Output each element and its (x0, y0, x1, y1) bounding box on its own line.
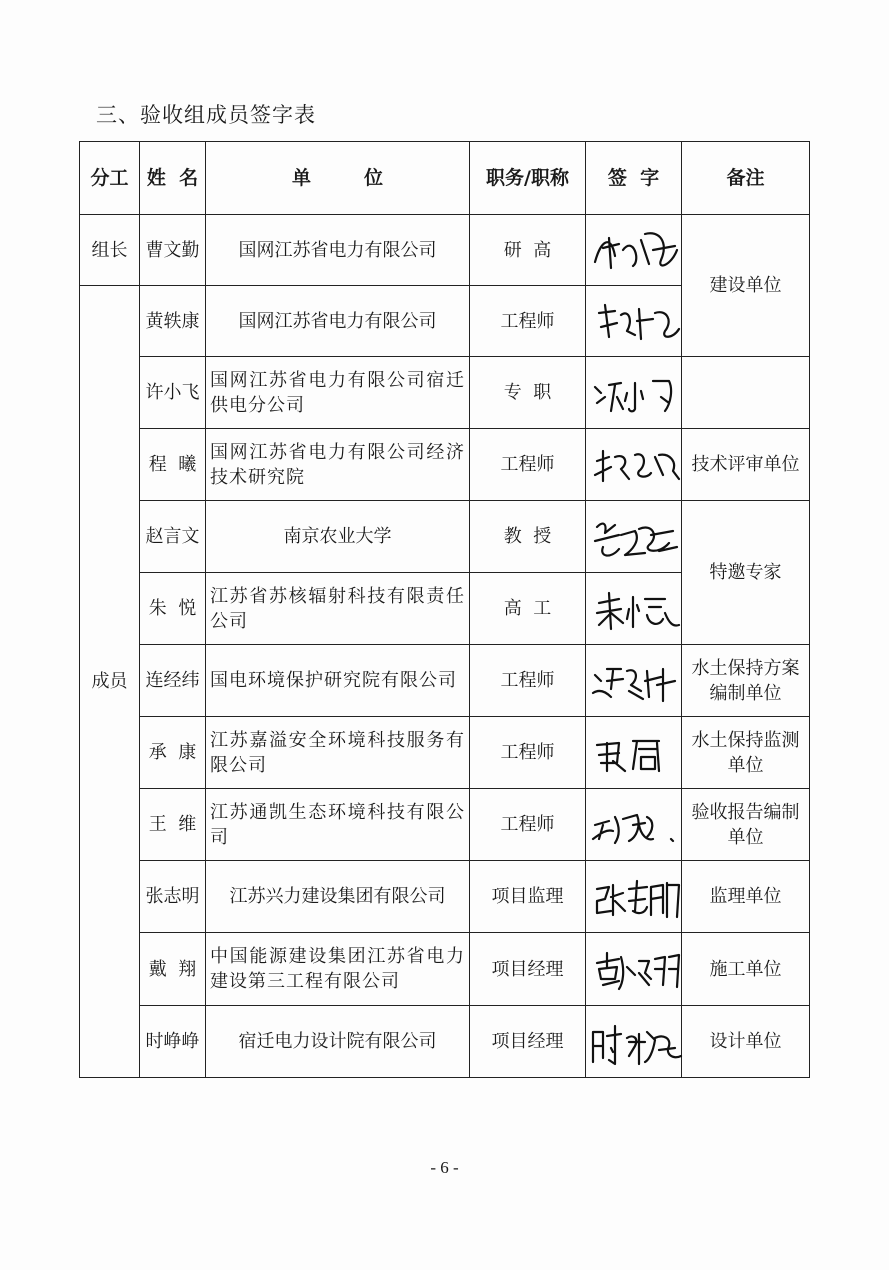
member-name: 王 维 (140, 789, 206, 861)
header-title: 职务/职称 (470, 142, 586, 215)
signature-cell (586, 215, 682, 286)
member-name: 黄轶康 (140, 286, 206, 357)
handwritten-signature (589, 939, 685, 999)
handwritten-signature (589, 723, 685, 783)
member-title: 研 高 (470, 215, 586, 286)
member-title: 工程师 (470, 286, 586, 357)
member-title: 工程师 (470, 645, 586, 717)
member-unit: 宿迁电力设计院有限公司 (206, 1006, 470, 1078)
member-unit: 国电环境保护研究院有限公司 (206, 645, 470, 717)
member-unit: 江苏通凯生态环境科技有限公司 (206, 789, 470, 861)
handwritten-signature (589, 435, 685, 495)
signature-cell (586, 789, 682, 861)
signature-cell (586, 1006, 682, 1078)
member-name: 赵言文 (140, 501, 206, 573)
signature-cell (586, 933, 682, 1006)
member-unit: 中国能源建设集团江苏省电力建设第三工程有限公司 (206, 933, 470, 1006)
table-row (80, 717, 810, 789)
member-unit: 国网江苏省电力有限公司宿迁供电分公司 (206, 357, 470, 429)
header-remark: 备注 (682, 142, 810, 215)
member-title: 高 工 (470, 573, 586, 645)
member-unit: 南京农业大学 (206, 501, 470, 573)
handwritten-signature (589, 220, 685, 280)
member-title: 工程师 (470, 789, 586, 861)
member-name: 程 曦 (140, 429, 206, 501)
page-number: - 6 - (430, 1158, 459, 1177)
remark-tech-review: 技术评审单位 (682, 429, 810, 501)
handwritten-signature (589, 579, 685, 639)
signature-cell (586, 861, 682, 933)
handwritten-signature (589, 291, 685, 351)
role-member: 成员 (80, 286, 140, 1078)
table-row (80, 861, 810, 933)
handwritten-signature (589, 795, 685, 855)
table-row (80, 501, 810, 573)
signature-cell (586, 286, 682, 357)
member-name: 连经纬 (140, 645, 206, 717)
member-name: 张志明 (140, 861, 206, 933)
signature-cell (586, 573, 682, 645)
remark-soil-monitor: 水土保持监测单位 (682, 717, 810, 789)
member-title: 工程师 (470, 429, 586, 501)
handwritten-signature (589, 1012, 685, 1072)
member-title: 项目监理 (470, 861, 586, 933)
table-row (80, 1006, 810, 1078)
member-title: 项目经理 (470, 933, 586, 1006)
member-name: 承 康 (140, 717, 206, 789)
signature-cell (586, 357, 682, 429)
member-unit: 江苏嘉溢安全环境科技服务有限公司 (206, 717, 470, 789)
signature-cell (586, 501, 682, 573)
remark-supervision: 监理单位 (682, 861, 810, 933)
table-header-row (80, 142, 810, 215)
handwritten-signature (589, 651, 685, 711)
handwritten-signature (589, 507, 685, 567)
member-name: 曹文勤 (140, 215, 206, 286)
member-name: 许小飞 (140, 357, 206, 429)
signature-table (79, 141, 810, 1078)
signature-cell (586, 429, 682, 501)
table-row (80, 357, 810, 429)
member-title: 项目经理 (470, 1006, 586, 1078)
member-title: 教 授 (470, 501, 586, 573)
member-unit: 国网江苏省电力有限公司经济技术研究院 (206, 429, 470, 501)
remark-empty (682, 357, 810, 429)
remark-soil-plan: 水土保持方案编制单位 (682, 645, 810, 717)
header-role: 分工 (80, 142, 140, 215)
table-row (80, 215, 810, 286)
member-unit: 江苏省苏核辐射科技有限责任公司 (206, 573, 470, 645)
remark-contractor: 施工单位 (682, 933, 810, 1006)
table-row (80, 789, 810, 861)
remark-construction: 建设单位 (682, 215, 810, 357)
member-name: 朱 悦 (140, 573, 206, 645)
header-name: 姓 名 (140, 142, 206, 215)
section-title: 三、验收组成员签字表 (96, 103, 316, 127)
member-name: 时峥峥 (140, 1006, 206, 1078)
signature-cell (586, 645, 682, 717)
member-unit: 江苏兴力建设集团有限公司 (206, 861, 470, 933)
handwritten-signature (589, 363, 685, 423)
remark-report: 验收报告编制单位 (682, 789, 810, 861)
header-unit: 单 位 (206, 142, 470, 215)
member-unit: 国网江苏省电力有限公司 (206, 286, 470, 357)
remark-design: 设计单位 (682, 1006, 810, 1078)
member-title: 工程师 (470, 717, 586, 789)
remark-expert: 特邀专家 (682, 501, 810, 645)
header-signature: 签 字 (586, 142, 682, 215)
table-row (80, 933, 810, 1006)
member-unit: 国网江苏省电力有限公司 (206, 215, 470, 286)
table-row (80, 429, 810, 501)
member-title: 专 职 (470, 357, 586, 429)
handwritten-signature (589, 867, 685, 927)
role-leader: 组长 (80, 215, 140, 286)
signature-cell (586, 717, 682, 789)
member-name: 戴 翔 (140, 933, 206, 1006)
table-row (80, 645, 810, 717)
